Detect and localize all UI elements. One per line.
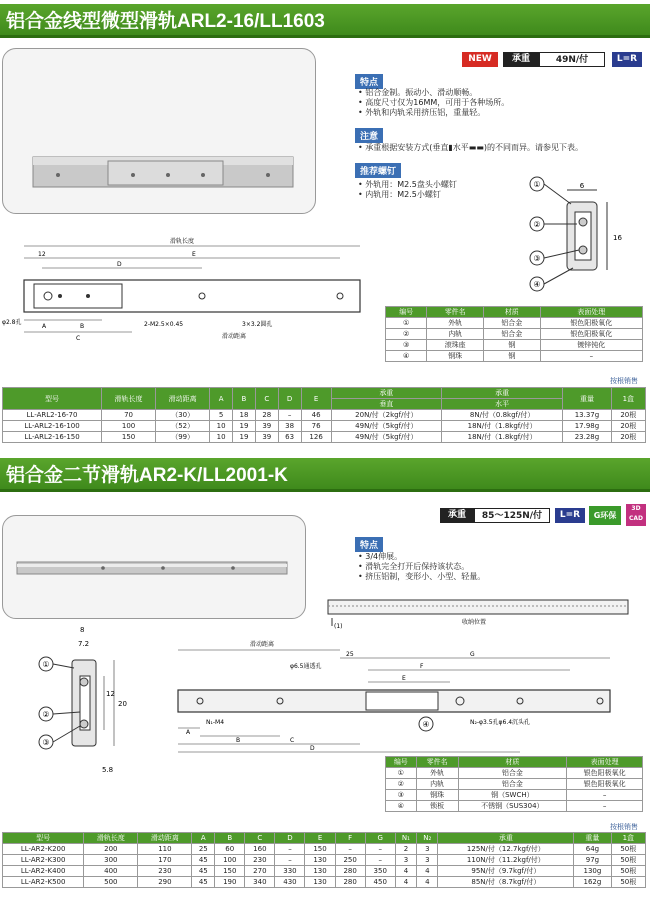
table-cell: 162g	[574, 877, 611, 888]
table-header-cell: A	[192, 833, 215, 844]
sold-note-2: 按根销售	[610, 823, 638, 831]
table-cell: 17.98g	[563, 421, 611, 432]
diagram-label: B	[80, 323, 85, 330]
table-cell: ①	[386, 318, 427, 329]
table-cell: 70	[102, 410, 156, 421]
new-badge: NEW	[462, 52, 498, 67]
table-cell: 130g	[574, 866, 611, 877]
load-value-badge-2: 85～125N/付	[474, 508, 550, 523]
table-cell: 49N/付（5kgf/付）	[331, 421, 441, 432]
table-cell: 110	[138, 844, 192, 855]
table-cell: 400	[84, 866, 138, 877]
table-cell: 50根	[611, 855, 645, 866]
table-row	[386, 790, 643, 801]
table-header-cell: 承重	[441, 388, 562, 399]
note-item: • 承重根据安装方式(垂直▮水平▬▬)的不同而异。请参见下表。	[358, 143, 583, 153]
table-cell: （52）	[156, 421, 210, 432]
table-cell: 5	[210, 410, 233, 421]
table-cell: 25	[192, 844, 215, 855]
table-cell: 3	[395, 855, 416, 866]
table-cell: 85N/付（8.7kgf/付）	[438, 877, 574, 888]
table-cell: 外轨	[427, 318, 484, 329]
screw-head: 推荐螺钉	[355, 163, 401, 178]
features-list-2	[358, 552, 485, 582]
table-cell: 170	[138, 855, 192, 866]
table-row	[3, 866, 646, 877]
diagram-label: ③	[533, 254, 541, 263]
table-cell: 铝合金	[458, 768, 567, 779]
table-cell: –	[365, 844, 395, 855]
table-cell: 滚珠座	[427, 340, 484, 351]
table-header-cell: 型号	[3, 388, 102, 410]
table-cell: 4	[395, 866, 416, 877]
section1-product-photo	[2, 48, 316, 214]
diagram-label: N₁-M4	[206, 719, 225, 726]
section2-dimension-drawing	[170, 632, 645, 756]
load-value-badge: 49N/付	[539, 52, 605, 67]
table-cell: ③	[386, 790, 417, 801]
table-cell: LL-AR2-K300	[3, 855, 84, 866]
table-cell: 13.37g	[563, 410, 611, 421]
table-row	[386, 779, 643, 790]
table-cell: –	[567, 790, 643, 801]
table-cell: 19	[233, 432, 256, 443]
diagram-label: 6	[579, 182, 585, 190]
table-cell: 铝合金	[458, 779, 567, 790]
table-header-cell: 水平	[441, 399, 562, 410]
table-header-cell: 重量	[574, 833, 611, 844]
table-cell: 280	[335, 866, 365, 877]
diagram-label: 12	[106, 690, 115, 698]
table-header-cell: 材质	[458, 757, 567, 768]
table-cell: 300	[84, 855, 138, 866]
diagram-label: 滑轨长度	[169, 238, 195, 245]
section2-product-photo	[2, 515, 306, 619]
table-cell: 230	[138, 866, 192, 877]
table-header-cell: 材质	[484, 307, 541, 318]
table-header-cell: C	[255, 388, 278, 410]
diagram-label: ④	[533, 280, 541, 289]
lr-badge: L=R	[612, 52, 642, 67]
table-header-cell: 表面处理	[540, 307, 642, 318]
diagram-label: B	[236, 737, 241, 744]
table-cell: 110N/付（11.2kgf/付）	[438, 855, 574, 866]
table-cell: 280	[335, 877, 365, 888]
table-header-cell: D	[278, 388, 301, 410]
diagram-label: ①	[42, 660, 50, 669]
table-row	[3, 421, 646, 432]
table-cell: LL-AR2-K400	[3, 866, 84, 877]
table-header-cell: D	[275, 833, 305, 844]
table-cell: 18N/付（1.8kgf/付）	[441, 432, 562, 443]
feature-item: • 3/4伸展。	[358, 552, 485, 562]
table-row	[3, 432, 646, 443]
diagram-label: G	[470, 651, 475, 658]
features-head: 特点	[355, 74, 383, 89]
table-cell: 130	[305, 866, 335, 877]
table-row	[386, 351, 643, 362]
table-cell: 铝合金	[484, 318, 541, 329]
table-row	[386, 768, 643, 779]
diagram-label: φ6.5通透孔	[290, 663, 322, 670]
table-header-row	[386, 307, 643, 318]
diagram-label: 12	[38, 251, 46, 258]
table-header-row	[3, 833, 646, 844]
table-header-cell: N₁	[395, 833, 416, 844]
eco-badge: G环保	[589, 506, 621, 525]
load-label-badge-2: 承重	[440, 508, 474, 523]
table-cell: 125N/付（12.7kgf/付）	[438, 844, 574, 855]
section2-parts-table	[385, 756, 643, 812]
table-cell: 钢珠	[416, 790, 458, 801]
table-cell: –	[335, 844, 365, 855]
table-cell: 39	[255, 421, 278, 432]
section1-cross-section	[515, 172, 645, 292]
table-header-cell: 零件名	[416, 757, 458, 768]
table-cell: 钢	[484, 351, 541, 362]
table-cell: 190	[215, 877, 245, 888]
table-cell: 270	[245, 866, 275, 877]
table-cell: 50根	[611, 877, 645, 888]
table-cell: 430	[275, 877, 305, 888]
table-row	[3, 877, 646, 888]
table-row	[386, 340, 643, 351]
table-header-cell: 重量	[563, 388, 611, 410]
rail-photo	[3, 49, 317, 215]
table-header-cell: 滑动距离	[138, 833, 192, 844]
diagram-label: 5.8	[102, 766, 114, 774]
table-cell: 39	[255, 432, 278, 443]
table-header-cell: 编号	[386, 757, 417, 768]
table-cell: –	[275, 844, 305, 855]
table-header-cell: B	[233, 388, 256, 410]
diagram-label: 8	[80, 626, 85, 634]
table-header-cell: 滑动距离	[156, 388, 210, 410]
table-cell: 50根	[611, 866, 645, 877]
section1-parts-table	[385, 306, 643, 362]
table-row	[386, 801, 643, 812]
table-cell: ④	[386, 351, 427, 362]
diagram-label: 7.2	[78, 640, 90, 648]
table-cell: 20根	[611, 432, 645, 443]
table-cell: 19	[233, 421, 256, 432]
table-cell: 130	[305, 877, 335, 888]
table-header-cell: 1盒	[611, 388, 645, 410]
table-header-cell: G	[365, 833, 395, 844]
table-header-cell: 滑轨长度	[102, 388, 156, 410]
table-cell: LL-ARL2-16-150	[3, 432, 102, 443]
diagram-label: F	[420, 663, 424, 670]
table-cell: 镀锌钝化	[540, 340, 642, 351]
diagram-label: D	[117, 261, 122, 268]
table-cell: 160	[245, 844, 275, 855]
table-header-cell: 滑轨长度	[84, 833, 138, 844]
table-cell: 290	[138, 877, 192, 888]
table-cell: 150	[215, 866, 245, 877]
diagram-label: E	[192, 251, 196, 258]
features-list	[358, 88, 509, 118]
table-header-cell: C	[245, 833, 275, 844]
table-cell: 130	[305, 855, 335, 866]
table-cell: 46	[301, 410, 331, 421]
table-row	[386, 318, 643, 329]
table-row	[3, 410, 646, 421]
table-cell: 银色阳极氧化	[540, 318, 642, 329]
table-header-cell: 型号	[3, 833, 84, 844]
diagram-label: 滑动距离	[250, 641, 275, 648]
table-cell: –	[365, 855, 395, 866]
table-cell: 4	[417, 866, 438, 877]
table-cell: ②	[386, 779, 417, 790]
section2-title: 铝合金二节滑轨AR2-K/LL2001-K	[0, 458, 650, 492]
table-cell: 200	[84, 844, 138, 855]
diagram-label: 25	[346, 651, 354, 658]
table-cell: 23.28g	[563, 432, 611, 443]
diagram-label: E	[402, 675, 406, 682]
diagram-label: 收纳位置	[462, 619, 487, 626]
table-cell: 钢珠	[427, 351, 484, 362]
diagram-label: φ2.8孔	[2, 319, 22, 326]
table-header-cell: F	[335, 833, 365, 844]
table-cell: 28	[255, 410, 278, 421]
feature-item: • 外轨和内轨采用挤压铝，重量轻。	[358, 108, 509, 118]
table-row	[386, 329, 643, 340]
table-cell: 76	[301, 421, 331, 432]
table-cell: 330	[275, 866, 305, 877]
table-header-row	[386, 757, 643, 768]
table-cell: 钢	[484, 340, 541, 351]
diagram-label: C	[290, 737, 295, 744]
table-cell: 钢（SWCH）	[458, 790, 567, 801]
diagram-label: C	[76, 335, 81, 342]
table-cell: 45	[192, 877, 215, 888]
table-cell: 230	[245, 855, 275, 866]
table-cell: 20N/付（2kgf/付）	[331, 410, 441, 421]
table-cell: –	[540, 351, 642, 362]
section1-title: 铝合金线型微型滑轨ARL2-16/LL1603	[0, 4, 650, 38]
screw-list	[358, 180, 457, 200]
table-cell: 3	[417, 844, 438, 855]
table-cell: LL-AR2-K500	[3, 877, 84, 888]
table-cell: 38	[278, 421, 301, 432]
table-row	[3, 855, 646, 866]
table-cell: 外轨	[416, 768, 458, 779]
table-cell: LL-ARL2-16-70	[3, 410, 102, 421]
table-header-cell: A	[210, 388, 233, 410]
table-cell: 100	[102, 421, 156, 432]
table-cell: 20根	[611, 410, 645, 421]
table-cell: 4	[395, 877, 416, 888]
table-cell: –	[275, 855, 305, 866]
table-header-cell: 垂直	[331, 399, 441, 410]
table-cell: 64g	[574, 844, 611, 855]
table-cell: 450	[365, 877, 395, 888]
diagram-label: 滑动距离	[222, 333, 247, 340]
table-cell: 49N/付（5kgf/付）	[331, 432, 441, 443]
screw-item: • 外轨用：M2.5盘头小螺钉	[358, 180, 457, 190]
table-cell: （30）	[156, 410, 210, 421]
screw-item: • 内轨用：M2.5小螺钉	[358, 190, 457, 200]
table-cell: （99）	[156, 432, 210, 443]
table-cell: ③	[386, 340, 427, 351]
table-header-cell: E	[305, 833, 335, 844]
table-cell: 银色阳极氧化	[567, 779, 643, 790]
table-header-cell: E	[301, 388, 331, 410]
diagram-label: (1)	[334, 623, 343, 630]
table-cell: 63	[278, 432, 301, 443]
table-cell: 150	[305, 844, 335, 855]
table-cell: 126	[301, 432, 331, 443]
rail-photo-2	[3, 516, 307, 620]
table-cell: –	[278, 410, 301, 421]
table-cell: 不锈钢（SUS304）	[458, 801, 567, 812]
diagram-label: A	[186, 729, 191, 736]
table-cell: 10	[210, 421, 233, 432]
diagram-label: ①	[533, 180, 541, 189]
table-cell: 350	[365, 866, 395, 877]
load-label-badge: 承重	[503, 52, 539, 67]
table-cell: LL-ARL2-16-100	[3, 421, 102, 432]
table-cell: ①	[386, 768, 417, 779]
table-header-cell: 零件名	[427, 307, 484, 318]
feature-item: • 滑轨完全打开后保持该状态。	[358, 562, 485, 572]
table-cell: LL-AR2-K200	[3, 844, 84, 855]
table-cell: 340	[245, 877, 275, 888]
table-cell: 20根	[611, 421, 645, 432]
feature-item: • 挤压铝制，变形小、小型、轻量。	[358, 572, 485, 582]
diagram-label: 16	[613, 234, 622, 242]
diagram-label: A	[42, 323, 47, 330]
diagram-label: D	[310, 745, 315, 752]
table-cell: 铝合金	[484, 329, 541, 340]
feature-item: • 高度尺寸仅为16MM，可用于各种场所。	[358, 98, 509, 108]
table-cell: 60	[215, 844, 245, 855]
table-cell: –	[567, 801, 643, 812]
table-cell: 45	[192, 855, 215, 866]
table-header-row	[3, 388, 646, 399]
section2-stowed-drawing	[322, 594, 644, 634]
table-cell: 10	[210, 432, 233, 443]
table-cell: 内轨	[416, 779, 458, 790]
table-cell: 18N/付（1.8kgf/付）	[441, 421, 562, 432]
diagram-label: ③	[42, 738, 50, 747]
lr-badge-2: L=R	[555, 508, 585, 523]
table-cell: ②	[386, 329, 427, 340]
table-cell: 银色阳极氧化	[540, 329, 642, 340]
note-list	[358, 143, 583, 153]
diagram-label: N₂-φ3.5孔φ6.4沉头孔	[470, 719, 531, 726]
section2-spec-table	[2, 832, 646, 888]
note-head: 注意	[355, 128, 383, 143]
table-cell: 8N/付（0.8kgf/付）	[441, 410, 562, 421]
table-cell: 250	[335, 855, 365, 866]
table-header-cell: 表面处理	[567, 757, 643, 768]
table-cell: 97g	[574, 855, 611, 866]
section2-cross-section	[32, 620, 142, 780]
table-row	[3, 844, 646, 855]
table-cell: 500	[84, 877, 138, 888]
diagram-label: ②	[42, 710, 50, 719]
table-header-cell: 承重	[331, 388, 441, 399]
table-cell: 内轨	[427, 329, 484, 340]
table-cell: 150	[102, 432, 156, 443]
diagram-label: 20	[118, 700, 127, 708]
table-header-cell: 承重	[438, 833, 574, 844]
table-header-cell: B	[215, 833, 245, 844]
table-cell: 45	[192, 866, 215, 877]
table-cell: 4	[417, 877, 438, 888]
table-cell: ④	[386, 801, 417, 812]
table-cell: 18	[233, 410, 256, 421]
section1-spec-table	[2, 387, 646, 443]
table-cell: 100	[215, 855, 245, 866]
table-header-cell: N₂	[417, 833, 438, 844]
features-head-2: 特点	[355, 537, 383, 552]
feature-item: • 铝合金制。振动小、滑动顺畅。	[358, 88, 509, 98]
table-cell: 50根	[611, 844, 645, 855]
sold-note: 按根销售	[610, 377, 638, 385]
table-cell: 3	[417, 855, 438, 866]
table-cell: 锁板	[416, 801, 458, 812]
table-cell: 2	[395, 844, 416, 855]
section1-dimension-drawing	[2, 232, 372, 344]
diagram-label: ④	[422, 720, 430, 729]
cad-badge: 3D CAD	[626, 504, 646, 526]
diagram-label: 3×3.2圆孔	[242, 321, 273, 328]
table-cell: 95N/付（9.7kgf/付）	[438, 866, 574, 877]
diagram-label: 2-M2.5×0.45	[144, 321, 184, 328]
table-header-cell: 编号	[386, 307, 427, 318]
diagram-label: ②	[533, 220, 541, 229]
table-cell: 银色阳极氧化	[567, 768, 643, 779]
table-header-cell: 1盒	[611, 833, 645, 844]
